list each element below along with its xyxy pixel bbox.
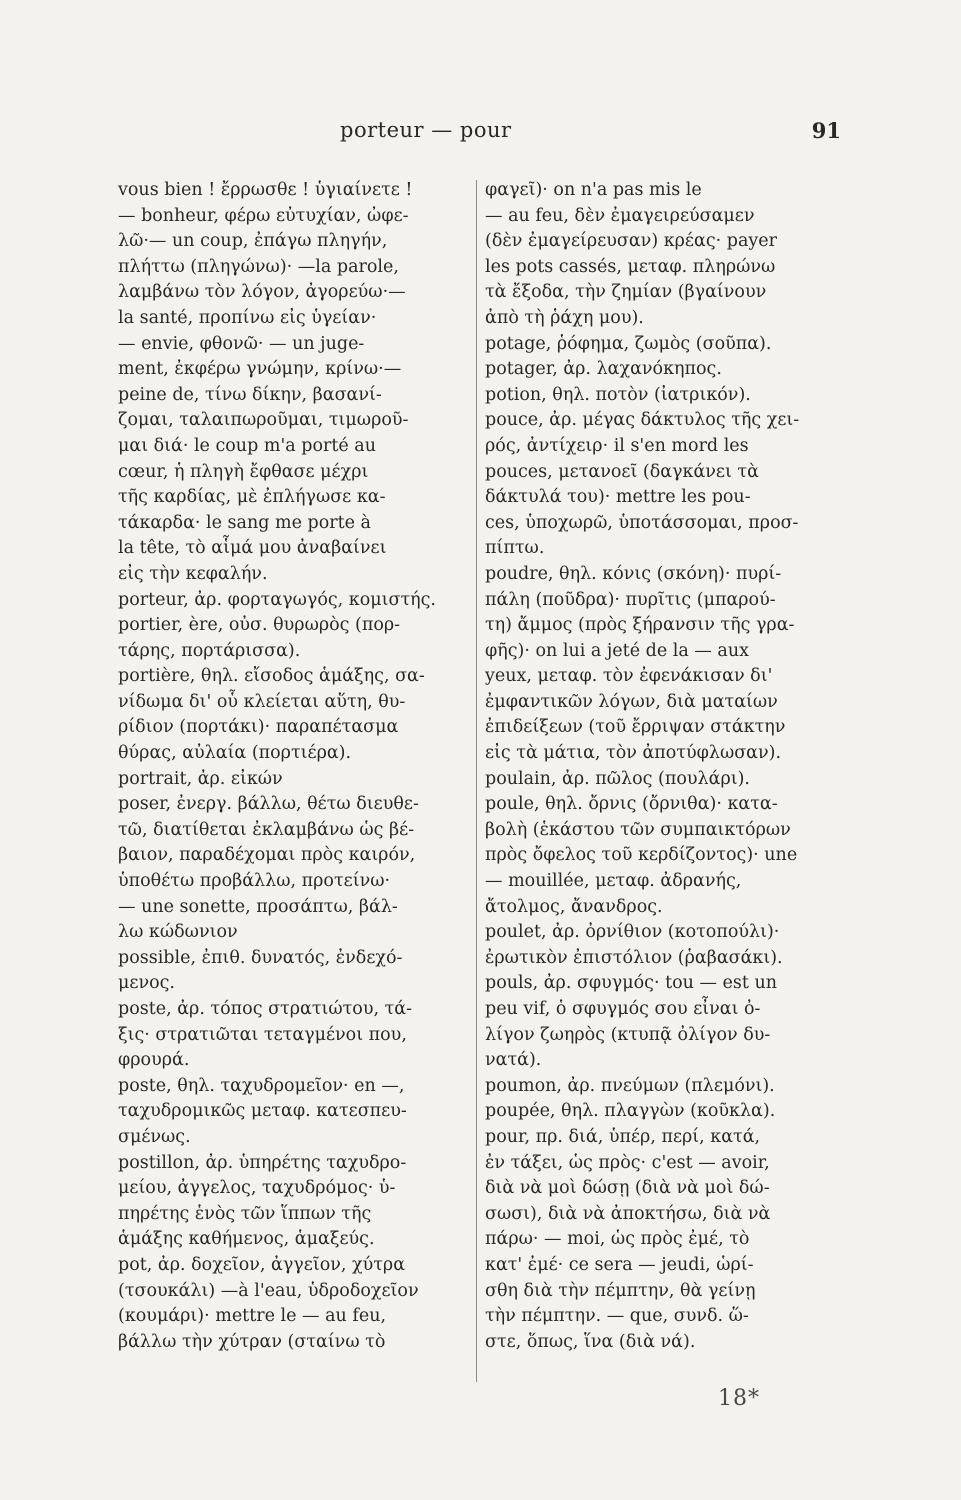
- text-line: ἀπὸ τὴ ῥάχη μου).: [485, 307, 644, 328]
- text-line: μαι διά· le coup m'a porté au: [118, 435, 377, 456]
- text-line: λαμβάνω τὸν λόγον, ἀγορεύω·—: [118, 282, 406, 303]
- running-title: porteur — pour: [340, 118, 512, 142]
- text-line: vous bien ! ἔρρωσθε ! ὑγιαίνετε !: [118, 180, 413, 200]
- text-line: ἐρωτικὸν ἐπιστόλιον (ῥαβασάκι).: [485, 947, 783, 968]
- text-line: πίπτω.: [485, 538, 545, 559]
- text-line: ἁμάξης καθήμενος, ἁμαξεύς.: [118, 1229, 375, 1250]
- text-line: poule, θηλ. ὄρνις (ὄρνιθα)· κατα-: [485, 794, 778, 815]
- text-line: potion, θηλ. ποτὸν (ἰατρικόν).: [485, 384, 751, 405]
- text-line: poulain, ἀρ. πῶλος (πουλάρι).: [485, 768, 750, 789]
- text-line: — mouillée, μεταφ. ἀδρανής,: [485, 871, 742, 892]
- text-line: ρίδιον (πορτάκι)· παραπέτασμα: [118, 717, 399, 738]
- text-line: βάλλω τὴν χύτραν (σταίνω τὸ: [118, 1331, 386, 1352]
- text-line: τὴν πέμπτην. — que, συνδ. ὥ-: [485, 1306, 749, 1327]
- text-line: yeux, μεταφ. τὸν ἐφενάκισαν δι': [485, 666, 773, 687]
- text-line: (τσουκάλι) —à l'eau, ὑδροδοχεῖον: [118, 1280, 419, 1301]
- text-line: τὰ ἔξοδα, τὴν ζημίαν (βγαίνουν: [485, 282, 767, 303]
- text-line: potage, ῥόφημα, ζωμὸς (σοῦπα).: [485, 333, 772, 354]
- text-line: εἰς τὰ μάτια, τὸν ἀποτύφλωσαν).: [485, 743, 782, 764]
- text-line: εἰς τὴν κεφαλήν.: [118, 563, 268, 584]
- text-line: poste, ἀρ. τόπος στρατιώτου, τά-: [118, 999, 413, 1019]
- text-line: νίδωμα δι' οὗ κλείεται αὕτη, θυ-: [118, 691, 406, 712]
- text-line: κατ' ἐμέ· ce sera — jeudi, ὡρί-: [485, 1254, 754, 1275]
- text-line: λίγον ζωηρὸς (κτυπᾷ ὀλίγον δυ-: [485, 1024, 771, 1045]
- text-line: cœur, ἡ πληγὴ ἔφθασε μέχρι: [118, 461, 369, 482]
- text-line: πρὸς ὄφελος τοῦ κερδίζοντος)· une: [485, 845, 798, 866]
- text-line: pouls, ἀρ. σφυγμός· tou — est un: [485, 973, 778, 994]
- text-line: ces, ὑποχωρῶ, ὑποτάσσομαι, προσ-: [485, 512, 799, 533]
- text-line: pouce, ἀρ. μέγας δάκτυλος τῆς χει-: [485, 410, 800, 431]
- text-line: pot, ἀρ. δοχεῖον, ἀγγεῖον, χύτρα: [118, 1254, 406, 1275]
- text-line: poumon, ἀρ. πνεύμων (πλεμόνι).: [485, 1075, 775, 1096]
- text-line: — une sonette, προσάπτω, βάλ-: [118, 896, 398, 917]
- text-line: peine de, τίνω δίκην, βασανί-: [118, 384, 382, 405]
- text-line: ἐπιδείξεων (τοῦ ἔρριψαν στάκτην: [485, 717, 786, 738]
- text-line: σωσι), διὰ νὰ ἀποκτήσω, διὰ νὰ: [485, 1203, 771, 1224]
- text-line: βαιον, παραδέχομαι πρὸς καιρόν,: [118, 845, 416, 866]
- text-line: porteur, ἀρ. φορταγωγός, κομιστής.: [118, 589, 436, 610]
- text-line: la tête, τὸ αἷμά μου ἀναβαίνει: [118, 538, 387, 559]
- text-line: portière, θηλ. εἴσοδος ἁμάξης, σα-: [118, 666, 425, 687]
- text-line: τάρης, πορτάρισσα).: [118, 640, 301, 661]
- text-line: λῶ·— un coup, ἐπάγω πληγήν,: [118, 231, 388, 252]
- text-line: portrait, ἀρ. εἰκών: [118, 768, 283, 789]
- text-line: πάρω· — moi, ὡς πρὸς ἐμέ, τὸ: [485, 1229, 750, 1250]
- text-line: νατά).: [485, 1050, 542, 1071]
- text-line: poser, ἐνεργ. βάλλω, θέτω διευθε-: [118, 794, 419, 815]
- text-line: — bonheur, φέρω εὐτυχίαν, ὠφε-: [118, 205, 409, 226]
- text-line: les pots cassés, μεταφ. πληρώνω: [485, 256, 776, 277]
- text-line: poste, θηλ. ταχυδρομεῖον· en —,: [118, 1075, 405, 1096]
- text-line: μείου, ἀγγελος, ταχυδρόμος· ὑ-: [118, 1178, 396, 1199]
- text-line: possible, ἐπιθ. δυνατός, ἐνδεχό-: [118, 947, 403, 968]
- text-line: pouces, μετανοεῖ (δαγκάνει τὰ: [485, 461, 759, 482]
- text-line: ment, ἐκφέρω γνώμην, κρίνω·—: [118, 359, 402, 380]
- text-line: ἐμφαντικῶν λόγων, διὰ ματαίων: [485, 691, 778, 712]
- text-line: poudre, θηλ. κόνις (σκόνη)· πυρί-: [485, 563, 782, 584]
- text-line: φῆς)· on lui a jeté de la — aux: [485, 640, 749, 661]
- text-line: φρουρά.: [118, 1050, 190, 1071]
- text-line: θύρας, αὐλαία (πορτιέρα).: [118, 743, 352, 764]
- text-line: στε, ὅπως, ἵνα (διὰ νά).: [485, 1331, 696, 1352]
- text-line: ζομαι, ταλαιπωροῦμαι, τιμωροῦ-: [118, 410, 409, 431]
- text-line: σθη διὰ τὴν πέμπτην, θὰ γείνῃ: [485, 1280, 756, 1301]
- text-line: ἄτολμος, ἄνανδρος.: [485, 896, 663, 917]
- text-line: τῶ, διατίθεται ἐκλαμβάνω ὡς βέ-: [118, 819, 415, 840]
- text-line: poupée, θηλ. πλαγγὼν (κοῦκλα).: [485, 1101, 776, 1122]
- text-line: postillon, ἀρ. ὑπηρέτης ταχυδρο-: [118, 1152, 407, 1173]
- text-line: ταχυδρομικῶς μεταφ. κατεσπευ-: [118, 1101, 407, 1122]
- column-divider: [476, 180, 477, 1382]
- text-line: τάκαρδα· le sang me porte à: [118, 512, 371, 533]
- text-line: — au feu, δὲν ἐμαγειρεύσαμεν: [485, 205, 755, 226]
- page-number: 91: [811, 118, 841, 143]
- signature-mark: 18*: [718, 1386, 760, 1411]
- text-line: πηρέτης ἑνὸς τῶν ἵππων τῆς: [118, 1203, 372, 1224]
- text-line: μενος.: [118, 973, 175, 994]
- text-line: δάκτυλά του)· mettre les pou-: [485, 487, 751, 508]
- text-line: πάλη (ποῦδρα)· πυρῖτις (μπαρού-: [485, 589, 776, 610]
- text-line: la santé, προπίνω εἰς ὑγείαν·: [118, 307, 377, 328]
- text-line: ἐν τάξει, ὡς πρὸς· c'est — avoir,: [485, 1152, 770, 1173]
- text-line: pour, πρ. διά, ὑπέρ, περί, κατά,: [485, 1126, 761, 1147]
- text-line: πλήττω (πληγώνω)· —la parole,: [118, 256, 399, 277]
- text-line: σμένως.: [118, 1126, 191, 1147]
- text-line: διὰ νὰ μοὶ δώσῃ (διὰ νὰ μοὶ δώ-: [485, 1178, 770, 1199]
- page-header: [0, 118, 961, 148]
- text-line: — envie, φθονῶ· — un juge-: [118, 333, 365, 354]
- text-line: ξις· στρατιῶται τεταγμένοι που,: [118, 1024, 407, 1045]
- text-line: potager, ἀρ. λαχανόκηπος.: [485, 359, 722, 380]
- text-line: τῆς καρδίας, μὲ ἐπλήγωσε κα-: [118, 487, 386, 508]
- text-line: φαγεῖ)· on n'a pas mis le: [485, 180, 702, 200]
- text-line: (δὲν ἐμαγείρευσαν) κρέας· payer: [485, 231, 777, 252]
- text-line: ὑποθέτω προβάλλω, προτείνω·: [118, 871, 391, 892]
- text-line: λω κώδωνιον: [118, 922, 238, 943]
- right-column: [485, 178, 850, 1355]
- text-line: peu vif, ὁ σφυγμός σου εἶναι ὀ-: [485, 999, 761, 1019]
- text-line: portier, ère, οὐσ. θυρωρὸς (πορ-: [118, 615, 401, 636]
- text-line: βολὴ (ἑκάστου τῶν συμπαικτόρων: [485, 819, 791, 840]
- text-line: (κουμάρι)· mettre le — au feu,: [118, 1306, 387, 1327]
- text-line: poulet, ἀρ. ὀρνίθιον (κοτοπούλι)·: [485, 922, 780, 943]
- text-line: ρός, ἀντίχειρ· il s'en mord les: [485, 435, 749, 456]
- text-line: τη) ἄμμος (πρὸς ξήρανσιν τῆς γρα-: [485, 615, 795, 636]
- left-column: [118, 178, 468, 1355]
